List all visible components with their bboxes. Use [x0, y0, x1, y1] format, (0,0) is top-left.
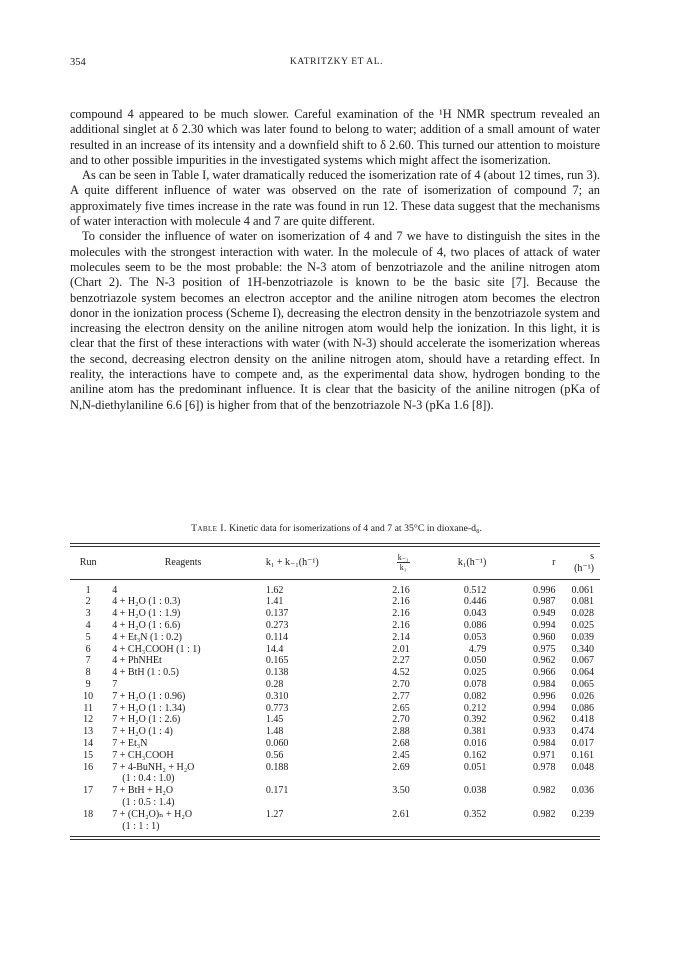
cell-s — [572, 691, 601, 703]
cell-r — [500, 655, 571, 667]
cell-k-sum-value: 0.165 — [265, 655, 289, 667]
cell-k-sum — [254, 644, 357, 656]
cell-k-sum-value: 0.060 — [265, 737, 289, 749]
cell-ratio — [357, 644, 420, 656]
cell-k1 — [420, 691, 501, 703]
cell-reagent — [106, 596, 254, 608]
page-number: 354 — [70, 57, 86, 68]
cell-s — [572, 655, 601, 667]
cell-ratio — [357, 667, 420, 679]
cell-k1 — [420, 809, 501, 837]
cell-ratio-value: 2.14 — [392, 631, 410, 643]
cell-run — [70, 667, 106, 679]
header-reagents: Reagents — [106, 547, 254, 579]
cell-k1-value: 0.078 — [463, 678, 487, 690]
cell-reagent — [106, 738, 254, 750]
cell-reagent-ratio: (1 : 1 : 1) — [122, 820, 160, 832]
body-text — [70, 107, 600, 413]
cell-r-value: 0.962 — [533, 714, 556, 726]
cell-k1-value: 0.082 — [463, 690, 487, 702]
table-caption — [0, 523, 673, 534]
table-caption-text: Kinetic data for isomerizations of 4 and 7 at 35°C in dioxane-d₈. — [229, 523, 482, 534]
cell-r-value: 0.978 — [533, 761, 556, 773]
cell-reagent-value: 4 + H₂O (1 : 6.6) — [112, 619, 181, 631]
cell-ratio — [357, 579, 420, 596]
cell-ratio-value: 2.70 — [392, 678, 410, 690]
cell-run-value: 9 — [85, 678, 91, 690]
cell-ratio — [357, 738, 420, 750]
cell-run — [70, 679, 106, 691]
cell-ratio-value: 2.27 — [392, 655, 410, 667]
cell-ratio — [357, 596, 420, 608]
cell-run — [70, 632, 106, 644]
cell-k1-value: 0.050 — [463, 655, 487, 667]
cell-run-value: 6 — [85, 643, 91, 655]
cell-ratio-value: 2.77 — [392, 690, 410, 702]
cell-run — [70, 608, 106, 620]
cell-k1-value: 0.392 — [463, 714, 487, 726]
table-row — [70, 620, 600, 632]
cell-ratio-value: 2.88 — [392, 726, 410, 738]
cell-k1-value: 0.038 — [463, 785, 487, 797]
cell-s — [572, 679, 601, 691]
cell-r-value: 0.996 — [533, 584, 556, 596]
cell-reagent — [106, 644, 254, 656]
cell-s-value: 0.025 — [571, 619, 594, 631]
cell-ratio — [357, 703, 420, 715]
cell-k-sum — [254, 608, 357, 620]
cell-k1 — [420, 596, 501, 608]
cell-r-value: 0.987 — [533, 596, 556, 608]
cell-k-sum — [254, 667, 357, 679]
cell-k-sum-value: 1.62 — [265, 584, 284, 596]
cell-k-sum — [254, 809, 357, 837]
cell-reagent-value: 7 + (CH₂O)ₙ + H₂O — [112, 808, 193, 820]
cell-k1-value: 4.79 — [468, 643, 487, 655]
kinetic-data-table — [70, 543, 600, 840]
cell-ratio-value: 2.16 — [392, 584, 410, 596]
cell-ratio-value: 2.65 — [392, 702, 410, 714]
cell-r-value: 0.975 — [533, 643, 556, 655]
header-ratio — [357, 547, 420, 579]
cell-reagent — [106, 714, 254, 726]
cell-run-value: 8 — [85, 667, 91, 679]
cell-k1-value: 0.512 — [463, 584, 487, 596]
cell-k-sum-value: 0.56 — [265, 749, 284, 761]
cell-run — [70, 596, 106, 608]
table-row — [70, 579, 600, 596]
cell-k1-value: 0.051 — [463, 761, 487, 773]
cell-reagent-value: 7 + 4-BuNH₂ + H₂O — [112, 761, 195, 773]
cell-run-value: 11 — [83, 702, 93, 714]
cell-run — [70, 703, 106, 715]
cell-reagent-value: 7 + H₂O (1 : 4) — [112, 726, 173, 738]
cell-ratio-value: 4.52 — [392, 667, 410, 679]
cell-k1-value: 0.043 — [463, 608, 487, 620]
cell-run — [70, 750, 106, 762]
cell-k1 — [420, 644, 501, 656]
cell-r — [500, 579, 571, 596]
table-label: Table I. — [191, 523, 227, 534]
cell-r-value: 0.984 — [533, 678, 556, 690]
table-row — [70, 655, 600, 667]
cell-reagent-value: 4 — [112, 584, 118, 596]
cell-ratio — [357, 691, 420, 703]
cell-reagent — [106, 703, 254, 715]
cell-k-sum-value: 0.773 — [265, 702, 289, 714]
cell-run — [70, 738, 106, 750]
cell-s-value: 0.061 — [571, 584, 594, 596]
cell-k1-value: 0.381 — [463, 726, 487, 738]
cell-r — [500, 667, 571, 679]
cell-r — [500, 714, 571, 726]
cell-run — [70, 655, 106, 667]
cell-k-sum-value: 1.27 — [265, 808, 284, 820]
cell-reagent — [106, 691, 254, 703]
cell-s-value: 0.036 — [571, 785, 594, 797]
cell-s — [572, 738, 601, 750]
cell-ratio — [357, 809, 420, 837]
cell-k-sum — [254, 738, 357, 750]
cell-reagent-value: 7 + H₂O (1 : 1.34) — [112, 702, 186, 714]
cell-k-sum-value: 0.114 — [265, 631, 288, 643]
table-row — [70, 608, 600, 620]
cell-k-sum-value: 1.48 — [265, 726, 284, 738]
cell-ratio — [357, 679, 420, 691]
cell-k-sum — [254, 762, 357, 786]
cell-s-value: 0.067 — [571, 655, 594, 667]
cell-run-value: 18 — [83, 808, 94, 820]
cell-run — [70, 762, 106, 786]
cell-r — [500, 738, 571, 750]
ratio-fraction — [397, 553, 410, 572]
cell-ratio-value: 2.01 — [392, 643, 410, 655]
cell-k1-value: 0.352 — [463, 808, 487, 820]
cell-k-sum-value: 0.188 — [265, 761, 289, 773]
cell-k1-value: 0.053 — [463, 631, 487, 643]
cell-ratio — [357, 608, 420, 620]
cell-ratio — [357, 726, 420, 738]
cell-reagent — [106, 608, 254, 620]
cell-s-value: 0.026 — [571, 690, 594, 702]
cell-r — [500, 750, 571, 762]
cell-k1 — [420, 726, 501, 738]
paragraph-3: To consider the influence of water on isomerization of 4 and 7 we have to distinguish the sites in the molecules with the strongest interaction with water. In the molecule of 4, two places of attack of water molecules seem to be the most probable: the N-3 atom of benzotriazole and the aniline nitrogen atom (Chart 2). The N-3 position of 1H-benzotriazole is known to be the basic site [7]. Because the benzotriazole system becomes an electron acceptor and the aniline nitrogen atom becomes the electron donor in the ionization process (Scheme I), decreasing the electron density in the benzotriazole system and increasing the electron density on the aniline nitrogen atom would help the ionization. In this light, it is clear that the first of these interactions with water (with N-3) should accelerate the isomerization whereas the second, decreasing electron density on the aniline nitrogen atom, should have a retarding effect. In reality, the interactions have to compete and, as the experimental data show, hydrogen bonding to the aniline atom has the predominant influence. It is clear that the basicity of the aniline nitrogen (pKa of N,N-diethylaniline 6.6 [6]) is higher from that of the benzotriazole N-3 (pKa 1.6 [8]). — [70, 229, 600, 412]
cell-k-sum-value: 0.28 — [265, 678, 284, 690]
cell-run-value: 15 — [83, 749, 94, 761]
cell-k-sum — [254, 785, 357, 809]
cell-r — [500, 679, 571, 691]
table-row — [70, 750, 600, 762]
cell-reagent — [106, 750, 254, 762]
cell-ratio-value: 2.68 — [392, 737, 410, 749]
cell-reagent — [106, 579, 254, 596]
cell-reagent-value: 7 — [112, 678, 118, 690]
cell-k1-value: 0.025 — [463, 667, 487, 679]
cell-ratio-value: 2.45 — [392, 749, 410, 761]
cell-k-sum — [254, 691, 357, 703]
cell-run — [70, 691, 106, 703]
header-k1: k₁(h⁻¹) — [420, 547, 501, 579]
cell-r — [500, 608, 571, 620]
cell-s — [572, 644, 601, 656]
cell-s-value: 0.418 — [571, 714, 594, 726]
table-row — [70, 714, 600, 726]
cell-k1 — [420, 667, 501, 679]
cell-r-value: 0.996 — [533, 690, 556, 702]
table-row — [70, 809, 600, 837]
cell-s — [572, 596, 601, 608]
cell-r-value: 0.982 — [533, 785, 556, 797]
cell-reagent-value: 4 + H₂O (1 : 0.3) — [112, 596, 181, 608]
cell-s-value: 0.340 — [571, 643, 594, 655]
cell-s-value: 0.064 — [571, 667, 594, 679]
table-row — [70, 667, 600, 679]
cell-k1 — [420, 703, 501, 715]
cell-reagent — [106, 785, 254, 809]
cell-run — [70, 714, 106, 726]
cell-r-value: 0.982 — [533, 808, 556, 820]
cell-run-value: 13 — [83, 726, 94, 738]
cell-reagent-ratio: (1 : 0.4 : 1.0) — [122, 773, 175, 785]
cell-k-sum-value: 14.4 — [265, 643, 284, 655]
header-s: s (h⁻¹) — [572, 547, 601, 579]
cell-r — [500, 762, 571, 786]
cell-k-sum-value: 0.171 — [265, 785, 289, 797]
table-bottom-rule — [70, 836, 600, 840]
cell-s — [572, 620, 601, 632]
cell-run — [70, 785, 106, 809]
cell-k1 — [420, 608, 501, 620]
cell-k1-value: 0.446 — [463, 596, 487, 608]
cell-run — [70, 644, 106, 656]
cell-s-value: 0.028 — [571, 608, 594, 620]
cell-ratio-value: 2.16 — [392, 608, 410, 620]
running-head: KATRITZKY ET AL. — [289, 57, 384, 67]
cell-ratio — [357, 655, 420, 667]
cell-k-sum — [254, 679, 357, 691]
cell-k-sum — [254, 596, 357, 608]
table-row — [70, 738, 600, 750]
cell-reagent-value: 4 + H₂O (1 : 1.9) — [112, 608, 181, 620]
cell-r — [500, 809, 571, 837]
cell-reagent-value: 7 + H₂O (1 : 2.6) — [112, 714, 181, 726]
cell-run-value: 5 — [85, 631, 91, 643]
cell-k1-value: 0.162 — [463, 749, 487, 761]
cell-s — [572, 667, 601, 679]
cell-reagent-value: 4 + BtH (1 : 0.5) — [112, 667, 180, 679]
cell-run-value: 2 — [85, 596, 91, 608]
cell-reagent-ratio: (1 : 0.5 : 1.4) — [122, 796, 175, 808]
cell-r-value: 0.994 — [533, 702, 556, 714]
cell-r — [500, 632, 571, 644]
cell-s — [572, 726, 601, 738]
cell-k1 — [420, 655, 501, 667]
cell-k1 — [420, 762, 501, 786]
header-k-sum: k₁ + k₋₁(h⁻¹) — [254, 547, 357, 579]
cell-ratio-value: 2.16 — [392, 619, 410, 631]
ratio-numerator: k₋₁ — [397, 553, 409, 563]
cell-r-value: 0.962 — [533, 655, 556, 667]
table-row — [70, 679, 600, 691]
cell-reagent-value: 7 + BtH + H₂O — [112, 785, 174, 797]
cell-run — [70, 726, 106, 738]
cell-reagent-value: 7 + Et₃N — [112, 737, 148, 749]
cell-r — [500, 703, 571, 715]
cell-reagent — [106, 809, 254, 837]
cell-r-value: 0.994 — [533, 619, 556, 631]
cell-k-sum — [254, 579, 357, 596]
cell-k-sum-value: 1.41 — [265, 596, 284, 608]
cell-run — [70, 579, 106, 596]
cell-k1 — [420, 620, 501, 632]
cell-k1 — [420, 738, 501, 750]
cell-k-sum — [254, 726, 357, 738]
cell-run-value: 3 — [85, 608, 91, 620]
cell-r — [500, 620, 571, 632]
cell-reagent-value: 4 + PhNHEt — [112, 655, 162, 667]
cell-k1 — [420, 750, 501, 762]
cell-k1 — [420, 632, 501, 644]
cell-ratio-value: 3.50 — [392, 785, 410, 797]
cell-r-value: 0.971 — [533, 749, 556, 761]
cell-s-value: 0.039 — [571, 631, 594, 643]
cell-ratio — [357, 632, 420, 644]
cell-reagent — [106, 655, 254, 667]
cell-run-value: 14 — [83, 737, 94, 749]
table-row — [70, 691, 600, 703]
cell-k-sum — [254, 632, 357, 644]
cell-s — [572, 750, 601, 762]
cell-run — [70, 620, 106, 632]
table-row — [70, 632, 600, 644]
cell-s — [572, 608, 601, 620]
cell-run-value: 16 — [83, 761, 94, 773]
cell-r-value: 0.949 — [533, 608, 556, 620]
cell-reagent — [106, 620, 254, 632]
cell-ratio — [357, 762, 420, 786]
cell-ratio-value: 2.16 — [392, 596, 410, 608]
cell-ratio — [357, 785, 420, 809]
cell-s — [572, 579, 601, 596]
table-row — [70, 644, 600, 656]
cell-k1-value: 0.086 — [463, 619, 487, 631]
cell-s-value: 0.239 — [571, 808, 594, 820]
ratio-denominator: k₁ — [399, 563, 407, 573]
cell-ratio-value: 2.70 — [392, 714, 410, 726]
cell-r-value: 0.960 — [533, 631, 556, 643]
cell-reagent — [106, 726, 254, 738]
cell-k-sum — [254, 620, 357, 632]
cell-s — [572, 762, 601, 786]
cell-s-value: 0.086 — [571, 702, 594, 714]
cell-s-value: 0.081 — [571, 596, 594, 608]
cell-k1-value: 0.016 — [463, 737, 487, 749]
cell-k1 — [420, 679, 501, 691]
header-run: Run — [70, 547, 106, 579]
cell-run-value: 12 — [83, 714, 94, 726]
cell-s-value: 0.048 — [571, 761, 594, 773]
cell-r — [500, 596, 571, 608]
table-row — [70, 785, 600, 809]
cell-s — [572, 632, 601, 644]
cell-s-value: 0.161 — [571, 749, 594, 761]
cell-k-sum-value: 1.45 — [265, 714, 284, 726]
cell-r — [500, 691, 571, 703]
cell-r-value: 0.984 — [533, 737, 556, 749]
cell-ratio — [357, 620, 420, 632]
cell-k-sum — [254, 714, 357, 726]
cell-run-value: 17 — [83, 785, 94, 797]
header-r: r — [500, 547, 571, 579]
cell-run-value: 1 — [85, 584, 91, 596]
cell-run — [70, 809, 106, 837]
cell-k-sum-value: 0.137 — [265, 608, 289, 620]
cell-ratio — [357, 750, 420, 762]
cell-r-value: 0.966 — [533, 667, 556, 679]
table-row — [70, 726, 600, 738]
cell-r — [500, 726, 571, 738]
cell-s-value: 0.065 — [571, 678, 594, 690]
cell-s — [572, 809, 601, 837]
cell-reagent-value: 7 + H₂O (1 : 0.96) — [112, 690, 186, 702]
cell-run-value: 7 — [85, 655, 91, 667]
cell-k1-value: 0.212 — [463, 702, 487, 714]
table-row — [70, 762, 600, 786]
cell-k-sum — [254, 655, 357, 667]
table-header-row — [70, 547, 600, 579]
cell-r — [500, 785, 571, 809]
paragraph-2: As can be seen in Table I, water dramatically reduced the isomerization rate of 4 (about 12 times, run 3). A quite different influence of water was observed on the rate of isomerization of compound 7; an approximately five times increase in the rate was found in run 12. These data suggest that the mechanisms of water interaction with molecule 4 and 7 are quite different. — [70, 168, 600, 229]
cell-ratio — [357, 714, 420, 726]
cell-reagent-value: 4 + CH₃COOH (1 : 1) — [112, 643, 201, 655]
cell-run-value: 4 — [85, 619, 91, 631]
cell-ratio-value: 2.61 — [392, 808, 410, 820]
cell-reagent — [106, 679, 254, 691]
cell-s-value: 0.474 — [571, 726, 594, 738]
cell-k1 — [420, 714, 501, 726]
cell-k-sum — [254, 750, 357, 762]
cell-ratio-value: 2.69 — [392, 761, 410, 773]
cell-k1 — [420, 785, 501, 809]
cell-reagent — [106, 762, 254, 786]
cell-reagent — [106, 632, 254, 644]
cell-r-value: 0.933 — [533, 726, 556, 738]
table-row — [70, 703, 600, 715]
cell-s-value: 0.017 — [571, 737, 594, 749]
cell-k-sum — [254, 703, 357, 715]
cell-s — [572, 785, 601, 809]
cell-reagent-value: 4 + Et₃N (1 : 0.2) — [112, 631, 182, 643]
cell-run-value: 10 — [83, 690, 94, 702]
cell-k-sum-value: 0.138 — [265, 667, 289, 679]
cell-s — [572, 703, 601, 715]
table-row — [70, 596, 600, 608]
cell-reagent — [106, 667, 254, 679]
paragraph-1: compound 4 appeared to be much slower. Careful examination of the ¹H NMR spectrum revealed an additional singlet at δ 2.30 which was later found to belong to water; addition of a small amount of water resulted in an increase of its intensity and a downfield shift to δ 2.60. This turned our attention to moisture and to other possible impurities in the investigated systems which might affect the isomerization. — [70, 107, 600, 167]
cell-k1 — [420, 579, 501, 596]
cell-k-sum-value: 0.310 — [265, 690, 289, 702]
cell-reagent-value: 7 + CH₃COOH — [112, 749, 174, 761]
cell-r — [500, 644, 571, 656]
cell-s — [572, 714, 601, 726]
cell-k-sum-value: 0.273 — [265, 619, 289, 631]
